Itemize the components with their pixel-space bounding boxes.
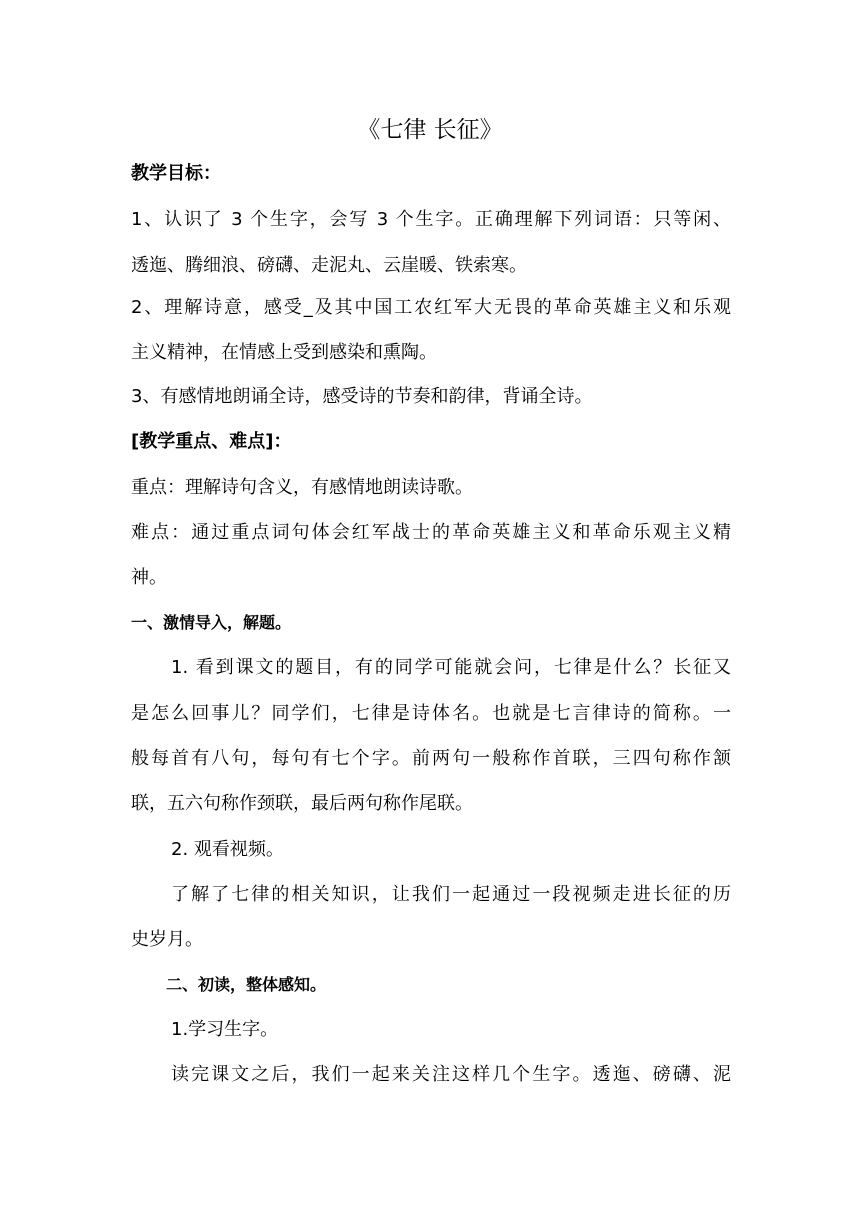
s2-paragraph-1: 1.学习生字。 — [171, 1019, 279, 1040]
objective-1-line-2: 透迤、腾细浪、磅礴、走泥丸、云崖暖、铁索寒。 — [131, 255, 527, 276]
keypoints-heading: [教学重点、难点]： — [131, 431, 292, 452]
s1-paragraph-3-line-2: 史岁月。 — [131, 929, 203, 950]
objective-1-line-1: 1、认识了 3 个生字，会写 3 个生字。正确理解下列词语：只等闲、 — [131, 209, 731, 230]
section-1-heading: 一、激情导入，解题。 — [131, 613, 292, 632]
difficulty-line-1: 难点：通过重点词句体会红军战士的革命英雄主义和革命乐观主义精 — [131, 522, 731, 543]
s1-paragraph-2: 2. 观看视频。 — [171, 839, 284, 860]
objective-2-line-1: 2、理解诗意，感受_及其中国工农红军大无畏的革命英雄主义和乐观 — [131, 297, 731, 318]
section-2-heading: 二、初读，整体感知。 — [166, 975, 327, 994]
objectives-heading: 教学目标： — [131, 163, 221, 184]
objective-2-line-2: 主义精神，在情感上受到感染和熏陶。 — [131, 342, 437, 363]
s1-paragraph-1-line-3: 般每首有八句，每句有七个字。前两句一般称作首联，三四句称作颔 — [131, 748, 731, 769]
s1-paragraph-1-line-4: 联，五六句称作颈联，最后两句称作尾联。 — [131, 793, 473, 814]
s1-paragraph-1-line-2: 是怎么回事儿？同学们，七律是诗体名。也就是七言律诗的简称。一 — [131, 703, 731, 724]
difficulty-line-2: 神。 — [131, 567, 167, 588]
key-point: 重点：理解诗句含义，有感情地朗读诗歌。 — [131, 477, 473, 498]
s1-paragraph-1-line-1: 1. 看到课文的题目，有的同学可能就会问，七律是什么？长征又 — [171, 657, 731, 678]
document-title: 《七律 长征》 — [357, 117, 503, 143]
objective-3: 3、有感情地朗诵全诗，感受诗的节奏和韵律，背诵全诗。 — [131, 386, 593, 407]
s2-paragraph-2-line-1: 读完课文之后，我们一起来关注这样几个生字。透迤、磅礴、泥 — [171, 1064, 731, 1085]
s1-paragraph-3-line-1: 了解了七律的相关知识，让我们一起通过一段视频走进长征的历 — [171, 884, 731, 905]
